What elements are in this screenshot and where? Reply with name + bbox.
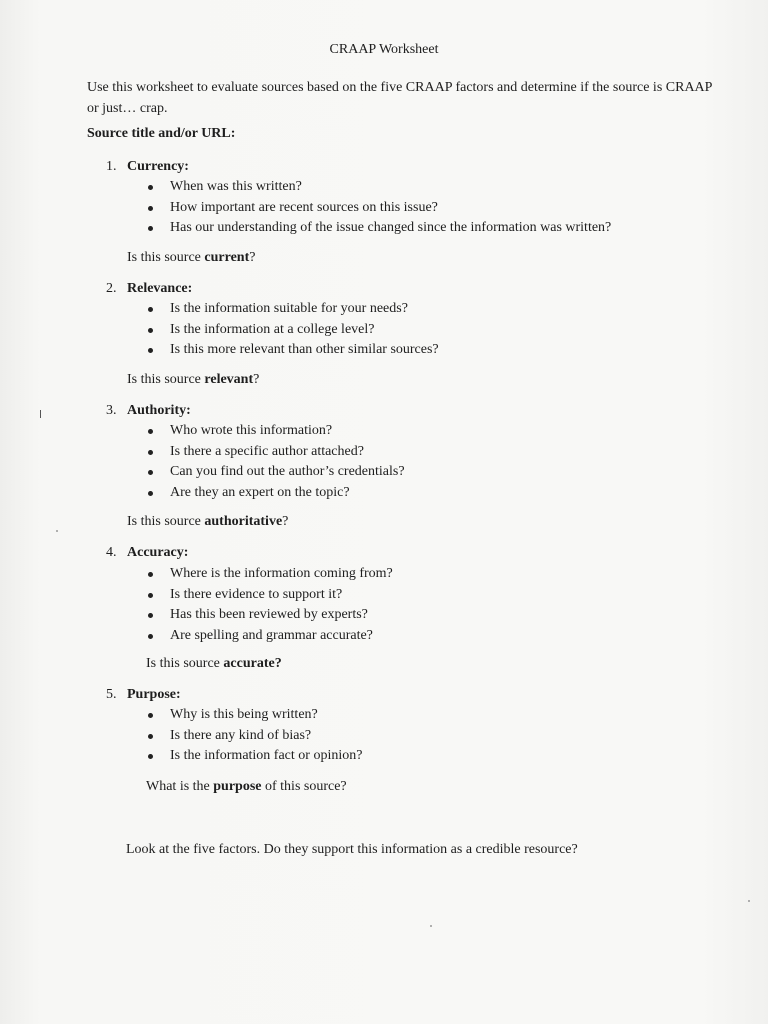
list-item: When was this written? (146, 177, 611, 198)
section-question: Is this source relevant? (127, 372, 260, 387)
bullet-icon (148, 206, 153, 211)
section-heading: Currency: (127, 159, 189, 174)
list-item: Is the information fact or opinion? (146, 746, 362, 767)
question-list (146, 421, 405, 503)
section-question: What is the purpose of this source? (146, 779, 347, 794)
bullet-icon (148, 307, 153, 312)
question-list (146, 705, 362, 767)
scan-speck (748, 900, 750, 902)
bullet-icon (148, 348, 153, 353)
section-heading: Relevance: (127, 281, 193, 296)
scan-speck (430, 925, 432, 927)
list-item: Is there a specific author attached? (146, 442, 405, 463)
bullet-icon (148, 226, 153, 231)
list-item: Is the information suitable for your needs? (146, 299, 439, 320)
section-question: Is this source current? (127, 250, 256, 265)
bullet-icon (148, 491, 153, 496)
scan-mark (40, 410, 41, 418)
question-list (146, 564, 393, 646)
closing-question: Look at the five factors. Do they support this information as a credible resource? (126, 842, 578, 857)
bullet-icon (148, 754, 153, 759)
list-item: Can you find out the author’s credentials? (146, 462, 405, 483)
list-item: Why is this being written? (146, 705, 362, 726)
source-title-label: Source title and/or URL: (87, 126, 236, 141)
question-list (146, 177, 611, 239)
list-item: Is there evidence to support it? (146, 585, 393, 606)
bullet-icon (148, 572, 153, 577)
question-list (146, 299, 439, 361)
section-number: 3. (106, 403, 117, 418)
list-item: Are they an expert on the topic? (146, 483, 405, 504)
section-heading: Authority: (127, 403, 191, 418)
bullet-icon (148, 450, 153, 455)
bullet-icon (148, 470, 153, 475)
bullet-icon (148, 185, 153, 190)
bullet-icon (148, 634, 153, 639)
section-number: 1. (106, 159, 117, 174)
scan-speck (56, 530, 58, 532)
bullet-icon (148, 593, 153, 598)
list-item: Where is the information coming from? (146, 564, 393, 585)
section-heading: Purpose: (127, 687, 181, 702)
bullet-icon (148, 713, 153, 718)
bullet-icon (148, 613, 153, 618)
page-title: CRAAP Worksheet (329, 42, 439, 57)
list-item: Is the information at a college level? (146, 320, 439, 341)
list-item: Has our understanding of the issue changed since the information was written? (146, 218, 611, 239)
bullet-icon (148, 429, 153, 434)
bullet-icon (148, 734, 153, 739)
list-item: How important are recent sources on this issue? (146, 198, 611, 219)
intro-paragraph: Use this worksheet to evaluate sources based on the five CRAAP factors and determine if the source is CRAAP or just… crap. (87, 80, 712, 116)
section-number: 5. (106, 687, 117, 702)
section-question: Is this source accurate? (146, 656, 282, 671)
list-item: Who wrote this information? (146, 421, 405, 442)
section-heading: Accuracy: (127, 545, 189, 560)
section-number: 4. (106, 545, 117, 560)
bullet-icon (148, 328, 153, 333)
section-question: Is this source authoritative? (127, 514, 289, 529)
list-item: Are spelling and grammar accurate? (146, 626, 393, 647)
list-item: Is there any kind of bias? (146, 726, 362, 747)
list-item: Is this more relevant than other similar sources? (146, 340, 439, 361)
section-number: 2. (106, 281, 117, 296)
list-item: Has this been reviewed by experts? (146, 605, 393, 626)
